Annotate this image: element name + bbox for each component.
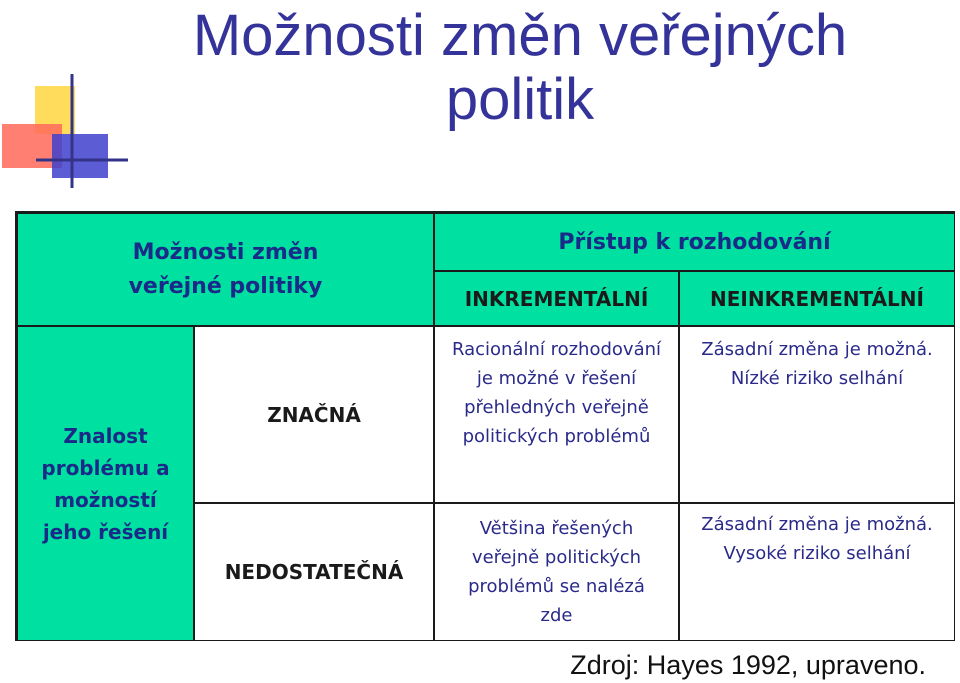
row-group-line: jeho řešení — [42, 519, 169, 544]
cell-line: je možné v řešení — [476, 368, 637, 389]
cell-insufficient-nonincremental — [679, 503, 955, 641]
corner-header-text: Možnosti změn veřejné politiky — [128, 239, 323, 299]
row-label: NEDOSTATEČNÁ — [224, 560, 404, 584]
cell-line: Zásadní změna je možná. — [701, 339, 933, 360]
corner-header — [17, 213, 434, 326]
cell-text — [701, 335, 933, 393]
column-header-incremental — [434, 271, 679, 326]
page-title — [170, 4, 870, 132]
cell-text — [468, 514, 645, 630]
cell-line: přehledných veřejně — [464, 397, 649, 418]
column-group-header-text: Přístup k rozhodování — [558, 229, 831, 255]
cell-line: Nízké riziko selhání — [730, 368, 904, 389]
cell-line: Vysoké riziko selhání — [723, 543, 911, 564]
title-line-1: Možnosti změn veřejných — [192, 3, 848, 68]
title-line-2: politik — [445, 67, 595, 132]
row-group-line: problému a — [41, 455, 170, 480]
cell-text — [452, 335, 661, 451]
source-citation: Zdroj: Hayes 1992, upraveno. — [570, 650, 926, 680]
row-label-significant — [194, 326, 434, 503]
column-header-label: INKREMENTÁLNÍ — [464, 286, 649, 311]
row-group-line: možností — [54, 487, 157, 512]
decorative-squares-icon — [0, 70, 130, 190]
cell-line: problémů se nalézá — [468, 576, 645, 597]
row-group-header — [17, 326, 194, 641]
cell-line: zde — [540, 605, 573, 626]
row-label-insufficient — [194, 503, 434, 641]
cell-significant-incremental — [434, 326, 679, 503]
row-label: ZNAČNÁ — [267, 402, 361, 427]
decision-table — [15, 211, 955, 641]
column-group-header — [434, 213, 955, 271]
column-header-nonincremental — [679, 271, 955, 326]
cell-line: Většina řešených — [479, 518, 634, 539]
cell-line: Zásadní změna je možná. — [701, 514, 933, 535]
cell-line: Racionální rozhodování — [451, 339, 662, 360]
cell-line: veřejně politických — [471, 547, 642, 568]
cell-text — [701, 510, 933, 568]
cell-significant-nonincremental — [679, 326, 955, 503]
row-group-header-text — [41, 420, 169, 548]
row-group-line: Znalost — [63, 423, 148, 448]
cell-insufficient-incremental — [434, 503, 679, 641]
column-header-label: NEINKREMENTÁLNÍ — [710, 286, 924, 311]
cell-line: politických problémů — [462, 426, 651, 447]
